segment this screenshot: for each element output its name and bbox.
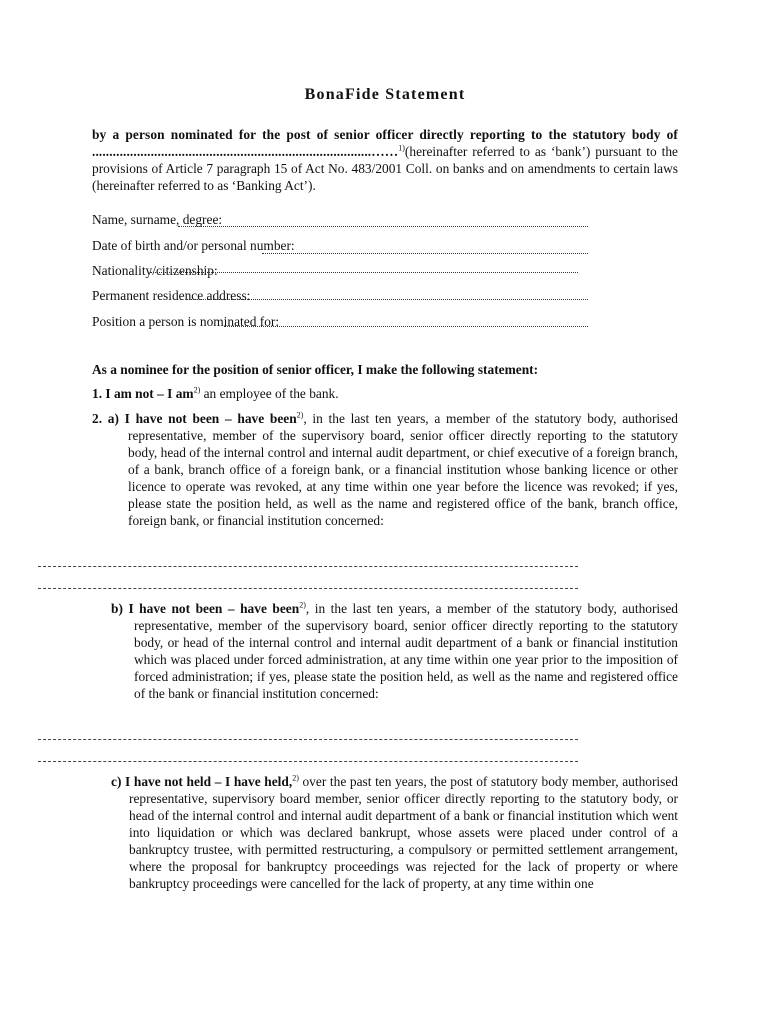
item-bold-text: I am not – I am — [105, 386, 194, 401]
item-bold-text: I have not held – I have held, — [125, 774, 293, 789]
item-letter: c) — [111, 774, 122, 789]
item-letter: a) — [107, 411, 119, 426]
answer-line-2a-2[interactable] — [38, 588, 578, 589]
answer-line-2b-1[interactable] — [38, 739, 578, 740]
answer-line-2b-2[interactable] — [38, 761, 578, 762]
footnote-marker: 2) — [292, 773, 299, 783]
item-number: 1. — [92, 386, 103, 401]
intro-paragraph — [92, 126, 678, 194]
answer-line-2a-1[interactable] — [38, 566, 578, 567]
footnote-marker: 2) — [193, 385, 201, 395]
field-position — [92, 313, 279, 331]
field-label: Name, surname, degree: — [92, 212, 223, 227]
address-input-line[interactable] — [186, 299, 588, 300]
intro-bold-text: by a person nominated for the post of senior officer directly reporting to the statutory body of .................................................................................…… — [92, 127, 678, 159]
statement-item-1 — [92, 385, 339, 402]
item-rest-text: over the past ten years, the post of statutory body member, authorised representative, supervisory board member, senior officer directly reporting to the statutory body, or head of the internal control and internal audit department of a bank or financial institution which went into liquidation or which was declared bankrupt, whose assets were placed under control of a bankruptcy trustee, with permitted restructuring, a compulsory or permitted settlement arrangement, where the proposal for bankruptcy proceedings was rejected for the lack of property or where bankruptcy proceedings were cancelled for the lack of property, at any time within one — [129, 774, 679, 891]
item-rest-text: an employee of the bank. — [203, 386, 339, 401]
footnote-marker: 1) — [398, 143, 405, 153]
statement-item-2a — [92, 410, 678, 529]
position-input-line[interactable] — [224, 326, 588, 327]
field-address — [92, 287, 250, 305]
field-label: Position a person is nominated for: — [92, 314, 280, 329]
field-label: Permanent residence address: — [92, 288, 251, 303]
footnote-marker: 2) — [296, 410, 304, 420]
statement-item-2b — [111, 600, 678, 702]
nationality-input-line[interactable] — [150, 272, 578, 273]
item-number: 2. — [92, 411, 103, 426]
intro-rest-text: (hereinafter referred to as ‘bank’) pursuant to the provisions of Article 7 paragraph 15 of Act No. 483/2001 Coll. on banks and on amendments to certain laws (hereinafter referred to as ‘Banking Act’). — [92, 144, 678, 193]
statement-heading: As a nominee for the position of senior officer, I make the following statement: — [92, 362, 539, 377]
footnote-marker: 2) — [299, 600, 306, 610]
item-rest-text: , in the last ten years, a member of the statutory body, authorised representative, member of the supervisory board, senior officer directly reporting to the statutory body, or head of the internal control and internal audit department of a bank or financial institution which was placed under forced administration, at any time within one year prior to the imposition of forced administration; if yes, please state the position held, as well as the name and registered office of the bank or financial institution concerned: — [134, 601, 678, 701]
document-title: BonaFide Statement — [304, 86, 466, 103]
field-label: Date of birth and/or personal number: — [92, 238, 295, 253]
name-input-line[interactable] — [178, 226, 588, 227]
item-rest-text: , in the last ten years, a member of the statutory body, authorised representative, member of the supervisory board, senior officer directly reporting to the statutory body, head of the internal control and internal audit department, or chief executive of a foreign branch, of a bank, branch office of a foreign bank, or a financial institution whose banking licence or other licence to operate was revoked, at any time within one year before the licence was revoked; if yes, please state the position held, as well as the name and registered office of the bank, branch office, foreign bank, or financial institution concerned: — [128, 411, 678, 528]
field-label: Nationality/citizenship: — [92, 263, 218, 278]
statement-item-2c — [111, 773, 678, 892]
item-bold-text: I have not been – have been — [128, 601, 300, 616]
field-nationality — [92, 262, 218, 280]
item-bold-text: I have not been – have been — [124, 411, 297, 426]
birth-input-line[interactable] — [262, 253, 588, 254]
item-letter: b) — [111, 601, 123, 616]
